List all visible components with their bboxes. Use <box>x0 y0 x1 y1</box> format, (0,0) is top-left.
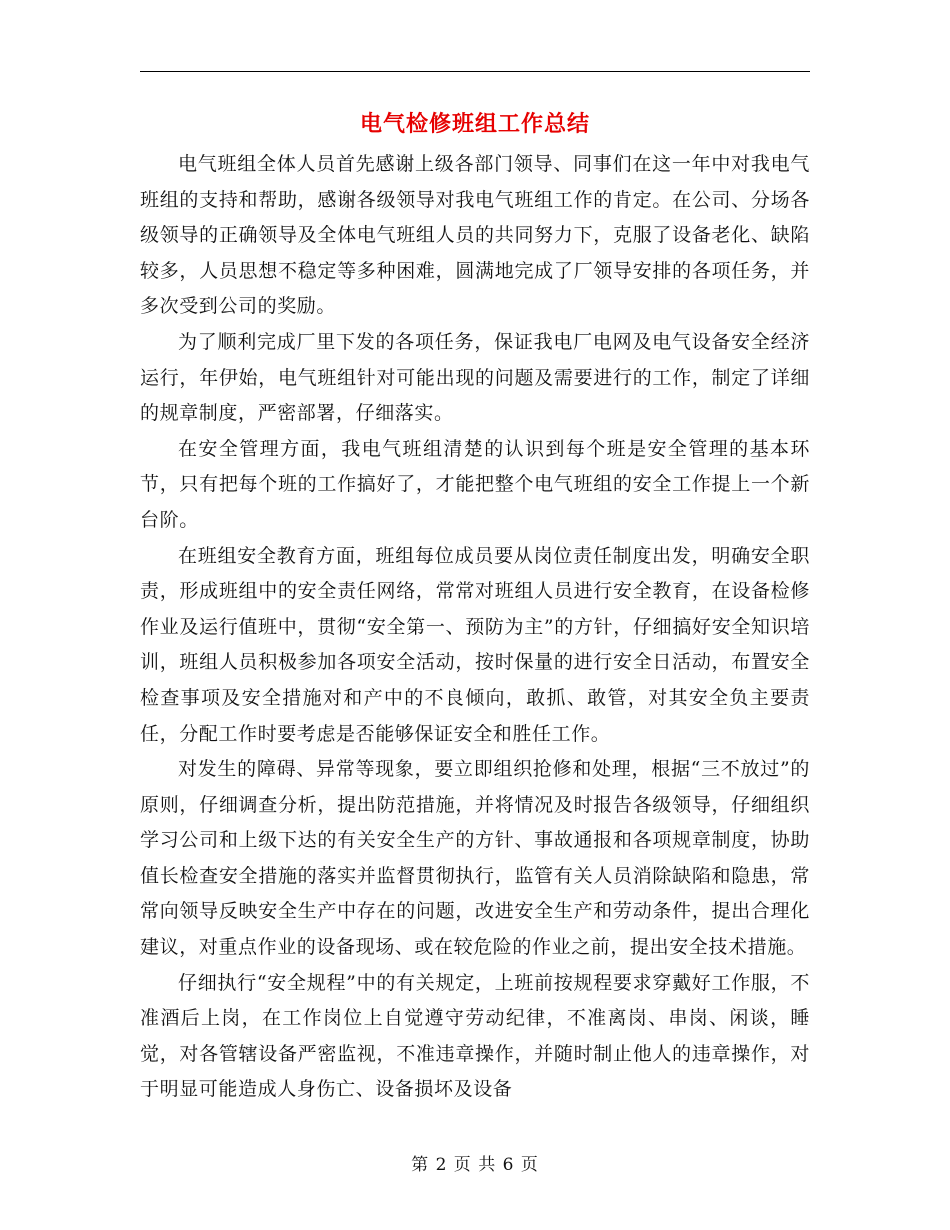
header-rule <box>140 71 810 72</box>
paragraph-6: 仔细执行“安全规程”中的有关规定，上班前按规程要求穿戴好工作服，不准酒后上岗，在工作岗位上自觉遵守劳动纪律，不准离岗、串岗、闲谈，睡觉，对各管辖设备严密监视，不准违章操作，并随时制止他人的违章操作，对于明显可能造成人身伤亡、设备损坏及设备 <box>140 971 810 1101</box>
paragraph-4: 在班组安全教育方面，班组每位成员要从岗位责任制度出发，明确安全职责，形成班组中的安全责任网络，常常对班组人员进行安全教育，在设备检修作业及运行值班中，贯彻“安全第一、预防为主”的方针，仔细搞好安全知识培训，班组人员积极参加各项安全活动，按时保量的进行安全日活动，布置安全检查事项及安全措施对和产中的不良倾向，敢抓、敢管，对其安全负主要责任，分配工作时要考虑是否能够保证安全和胜任工作。 <box>140 544 810 745</box>
page-number: 第 2 页 共 6 页 <box>411 1155 539 1175</box>
document-body <box>140 147 810 1108</box>
document-title: 电气检修班组工作总结 <box>359 111 590 137</box>
paragraph-3: 在安全管理方面，我电气班组清楚的认识到每个班是安全管理的基本环节，只有把每个班的工作搞好了，才能把整个电气班组的安全工作提上一个新台阶。 <box>140 437 810 531</box>
paragraph-2: 为了顺利完成厂里下发的各项任务，保证我电厂电网及电气设备安全经济运行，年伊始，电气班组针对可能出现的问题及需要进行的工作，制定了详细的规章制度，严密部署，仔细落实。 <box>140 330 810 425</box>
paragraph-5: 对发生的障碍、异常等现象，要立即组织抢修和处理，根据“三不放过”的原则，仔细调查分析，提出防范措施，并将情况及时报告各级领导，仔细组织学习公司和上级下达的有关安全生产的方针、事故通报和各项规章制度，协助值长检查安全措施的落实并监督贯彻执行，监管有关人员消除缺陷和隐患，常常向领导反映安全生产中存在的问题，改进安全生产和劳动条件，提出合理化建议，对重点作业的设备现场、或在较危险的作业之前，提出安全技术措施。 <box>140 758 810 959</box>
paragraph-1: 电气班组全体人员首先感谢上级各部门领导、同事们在这一年中对我电气班组的支持和帮助，感谢各级领导对我电气班组工作的肯定。在公司、分场各级领导的正确领导及全体电气班组人员的共同努力下，克服了设备老化、缺陷较多，人员思想不稳定等多种困难，圆满地完成了厂领导安排的各项任务，并多次受到公司的奖励。 <box>140 153 810 318</box>
